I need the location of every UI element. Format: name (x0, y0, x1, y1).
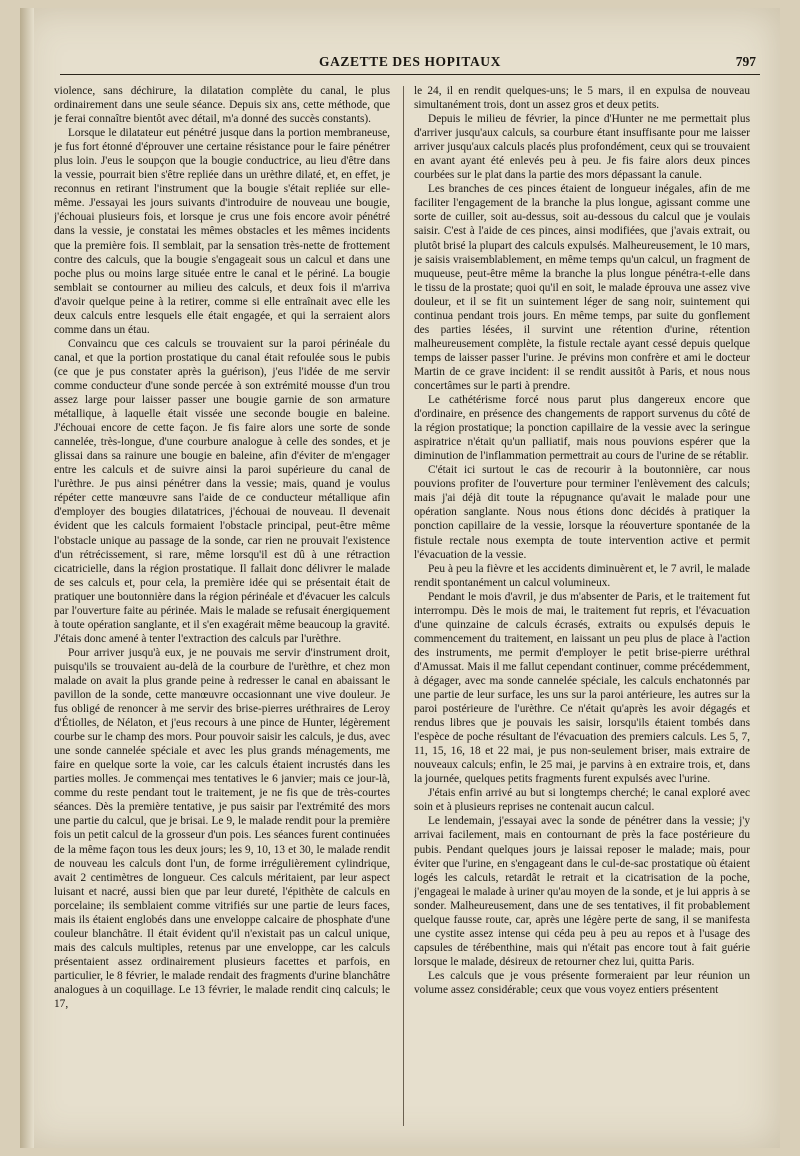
paragraph: Lorsque le dilatateur eut pénétré jusque dans la portion membraneuse, je fus fort étonné d'éprouver une certaine résistance pour le faire pénétrer plus loin. J'eus le soupçon que la bougie conductrice, au lieu d'être dans la vessie, pourrait bien s'être repliée dans un urèthre dilaté, et, en effet, je reconnus en retirant l'instrument que la bougie s'était repliée sur elle-même. J'essayai les jours suivants d'introduire de nouveau une bougie, j'échouai plusieurs fois, et lorsque je crus une fois encore avoir pénétré dans la vessie, je constatai les mêmes obstacles et les mêmes incidents que la première fois. Il semblait, par la sensation très-nette de frottement contre des calculs, que la bougie s'engageait sous un calcul et dans une poche plus ou moins large située entre le canal et le périné. La bougie semblait se contourner au milieu des calculs, et deux fois il m'arriva d'avoir quelque peine à la retirer, comme si elle entraînait avec elle les deux calculs entre lesquels elle était engagée, et qui la serraient alors comme dans un étau. (54, 127, 390, 336)
page-spine-shadow (20, 8, 34, 1148)
paragraph: J'étais enfin arrivé au but si longtemps cherché; le canal exploré avec soin et à plusieurs reprises ne contenait aucun calcul. (414, 787, 750, 814)
left-column (54, 84, 390, 1134)
column-divider (403, 86, 404, 1126)
paragraph: Peu à peu la fièvre et les accidents diminuèrent et, le 7 avril, le malade rendit spontanément un calcul volumineux. (414, 562, 750, 589)
paragraph: Le cathétérisme forcé nous parut plus dangereux encore que d'ordinaire, en présence des changements de rapport survenus du côté de la région prostatique; la ponction capillaire de la vessie avec la seringue aspiratrice n'était qu'un palliatif, mais nous pouvions espérer que la diminution de l'inflammation permettrait au cours de l'urine de se rétablir. (414, 394, 750, 463)
paragraph: C'était ici surtout le cas de recourir à la boutonnière, car nous pouvions profiter de l'ouverture pour terminer l'enlèvement des calculs; mais j'ai déjà dit toute la répugnance qu'avait le malade pour une opération sanglante. Nous nous étions donc décidés à pratiquer la ponction capillaire de la vessie, lorsque la réouverture spontanée de la fistule rectale nous exempta de toute intervention active et permit l'évacuation de la vessie. (414, 464, 750, 561)
paragraph: Convaincu que ces calculs se trouvaient sur la paroi périnéale du canal, et que la portion prostatique du canal était refoulée sous le pubis (ce que je pus constater après la guérison), j'eus l'idée de me servir comme conducteur d'une sonde percée à son extrémité mousse d'un trou assez large pour laisser passer une bougie garnie de son armature métallique, à laquelle était vissée une seconde bougie en baleine. J'échouai encore de cette façon. Je fis faire alors une sorte de sonde cannelée, très-longue, d'une courbure analogue à celle des sondes, et je glissai dans sa rainure une bougie en baleine, afin d'éviter de m'engager entre les calculs et de suivre ainsi la paroi supérieure du canal de l'urèthre. Je pus ainsi pénétrer dans la vessie; mais, quand je voulus répéter cette manœuvre sans l'aide de ce conducteur métallique afin d'employer des bougies dilatatrices, j'échouai de nouveau. Il devenait évident que les calculs formaient l'obstacle principal, peut-être même l'obstacle unique au passage de la sonde, car rien ne prouvait l'existence d'un rétrécissement, si rare, même lorsqu'il est dû à une rétraction cicatricielle, dans la région prostatique. Il fallait donc délivrer le malade de ses calculs et, pour cela, la première idée qui se présentait était de pratiquer une boutonnière dans la région périnéale et d'évacuer les calculs par l'ouverture faite au périnée. Mais le malade se refusait énergiquement à toute opération sanglante, et il s'en exagérait même beaucoup la gravité. J'étais donc amené à tenter l'extraction des calculs par l'urèthre. (54, 337, 390, 645)
running-header (60, 52, 760, 75)
newspaper-page (20, 8, 780, 1148)
paragraph: Le lendemain, j'essayai avec la sonde de pénétrer dans la vessie; j'y arrivai facilement, mais en contournant de près la face postérieure du pubis. Pendant quelques jours je laissai reposer le malade; mais, pour éviter que l'urine, en s'engageant dans le cul-de-sac prostatique où étaient logés les calculs, retardât le retrait et la cicatrisation de la poche, j'engageai le malade à uriner qu'au moyen de la sonde, et je lui appris à se sonder. Malheureusement, dans une de ses tentatives, il fit probablement quelque fausse route, car, après une légère perte de sang, il se manifesta une cystite assez intense qui céda peu à peu au repos et à l'usage des capsules de térébenthine, mais qui n'était pas encore tout à fait guérie lorsque le malade, désireux de retourner chez lui, quitta Paris. (414, 815, 750, 968)
paragraph: le 24, il en rendit quelques-uns; le 5 mars, il en expulsa de nouveau simultanément trois, dont un assez gros et deux petits. (414, 85, 750, 112)
paragraph: violence, sans déchirure, la dilatation complète du canal, le plus ordinairement dans une seule séance. Depuis six ans, cette méthode, que je ferai connaître bientôt avec détail, m'a donné des succès constants). (54, 85, 390, 126)
paragraph: Pendant le mois d'avril, je dus m'absenter de Paris, et le traitement fut interrompu. Dès le mois de mai, le traitement fut repris, et l'évacuation d'une quinzaine de calculs écrasés, extraits ou expulsés depuis le commencement du traitement, en laissant un peu plus de place à l'action des instruments, me permit d'employer le petit brise-pierre uréthral d'Amussat. Mais il me fallut cependant continuer, comme précédemment, à dégager, avec ma sonde cannelée spéciale, les calculs enchatonnés par une partie de leur surface, les uns sur la paroi antérieure, les autres sur la paroi postérieure de l'urèthre. Ce n'était qu'après les avoir dégagés et rendus libres que je pouvais les saisir, lorsqu'ils étaient tombés dans l'espèce de poche résultant de l'évacuation des premiers calculs. Les 5, 7, 11, 15, 16, 18 et 22 mai, je pus non-seulement briser, mais extraire de nouveaux calculs; enfin, le 25 mai, je parvins à en extraire trois, et, dans la journée, quelques petits fragments furent expulsés avec l'urine. (414, 590, 750, 786)
right-column (414, 84, 750, 1134)
paragraph: Les branches de ces pinces étaient de longueur inégales, afin de me faciliter l'engagement de la branche la plus longue, agissant comme une sorte de cuiller, soit au-dessus, soit au-dessous du calcul que je voulais saisir. C'est à l'aide de ces pinces, ainsi modifiées, que j'avais extrait, ou plutôt brisé la plupart des calculs expulsés. Malheureusement, le 10 mars, je saisis vraisemblablement, en même temps qu'un calcul, un fragment de muqueuse, peut-être même la branche la plus longue pénétra-t-elle dans le tissu de la prostate; quoi qu'il en soit, le malade éprouva une assez vive douleur, et il se fit un suintement léger de sang noir, suintement qui continua pendant trois jours. En même temps, par suite du gonflement des parties lésées, il survint une rétention d'urine, rétention malheureusement complète, la fistule rectale ayant cessé depuis quelque temps de laisser passer l'urine. Je prévins mon confrère et ami le docteur Martin de ce grave incident: il se rendit aussitôt à Paris, et nous nous concertâmes sur le parti à prendre. (414, 183, 750, 392)
journal-title: GAZETTE DES HOPITAUX (318, 54, 502, 69)
paragraph: Les calculs que je vous présente formeraient par leur réunion un volume assez considérable; ceux que vous voyez entiers présentent (414, 969, 750, 996)
page-number: 797 (735, 54, 756, 69)
paragraph: Depuis le milieu de février, la pince d'Hunter ne me permettait plus d'arriver jusqu'aux calculs, sa courbure étant insuffisante pour me laisser arriver jusqu'aux calculs placés plus profondément, ceux qui se trouvaient en avant ayant été enlevés peu à peu. Je fis faire alors deux pinces courbées sur le plat dans la partie des mors dépassant la canule. (414, 113, 750, 182)
paragraph: Pour arriver jusqu'à eux, je ne pouvais me servir d'instrument droit, puisqu'ils se trouvaient au-delà de la courbure de l'urèthre, et chez mon malade on avait la plus grande peine à redresser le canal en abaissant le pavillon de la sonde, cette manœuvre occasionnant une vive douleur. Je fus obligé de renoncer à me servir des brise-pierres uréthraires de Leroy d'Étiolles, de Nélaton, et j'eus recours à une pince de Hunter, légèrement courbe sur le champ des mors. Pour pouvoir saisir les calculs, je dus, avec une sonde cannelée spéciale et avec les plus grands ménagements, me faire en quelque sorte la voie, car les calculs étaient incrustés dans les parties molles. Je commençai mes tentatives le 6 janvier; mais ce jour-là, comme du reste pendant tout le traitement, je ne fis que de très-courtes séances. Dès la première tentative, je pus saisir par l'extrémité des mors une partie du calcul, que je brisai. Le 9, le malade rendit pour la première fois un petit calcul de la grosseur d'un pois. Les séances furent continuées de la même façon tous les deux jours; les 9, 10, 13 et 30, le malade rendit de nouveau les calculs dont l'un, de forme irrégulièrement cylindrique, avait 2 centimètres de longueur. Ces calculs méritaient, par leur aspect luisant et nacré, aussi bien que par leur dureté, l'épithète de calculs en porcelaine; ils semblaient comme vitrifiés sur une partie de leurs faces, mais ils étaient englobés dans une enveloppe calcaire de phosphate d'une couleur blanchâtre. Il était évident qu'il n'existait pas un calcul unique, mais des calculs multiples, retenus par une enveloppe, car les calculs présentaient assez ordinairement plusieurs facettes et parfois, en particulier, le 8 février, le malade rendait des fragments d'urine blanchâtre analogues à un coquillage. Le 13 février, le malade rendit cinq calculs; le 17, (54, 646, 390, 1011)
